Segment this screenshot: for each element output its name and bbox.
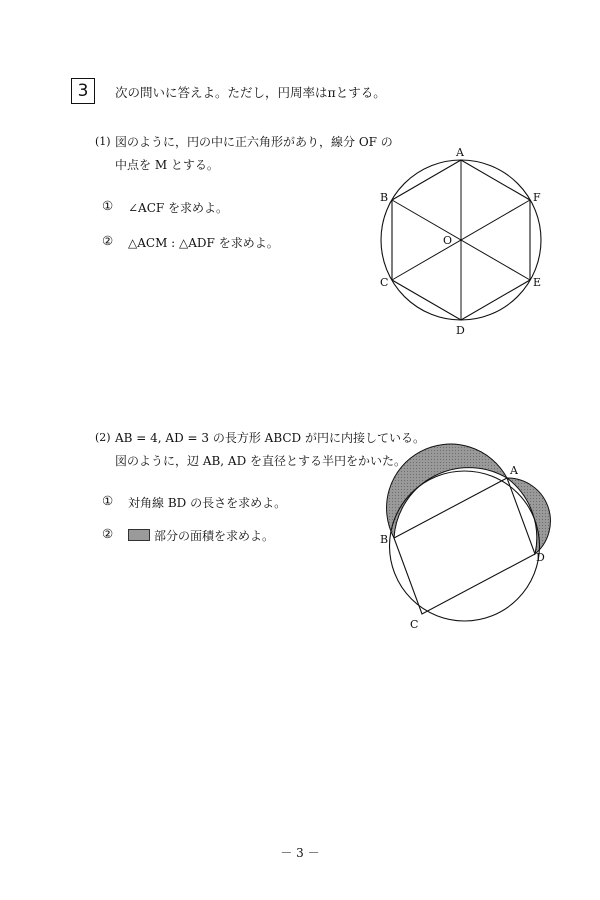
label-c: C [410, 618, 419, 630]
part1-sub1-marker: ① [102, 198, 114, 213]
part2-text-line2: 図のように，辺 AB, AD を直径とする半円をかいた。 [115, 454, 407, 468]
part1-sub2-marker: ② [102, 233, 114, 248]
label-o: O [443, 234, 453, 247]
label-a: A [510, 464, 518, 477]
label-c: C [380, 276, 389, 289]
part2-marker: (2) [95, 431, 111, 444]
label-f: F [533, 191, 541, 204]
part2-sub1-text: 対角線 BD の長さを求めよ。 [128, 496, 287, 510]
part1-sub1-text: ∠ACF を求めよ。 [128, 201, 229, 215]
question-intro: 次の問いに答えよ。ただし，円周率はπとする。 [115, 85, 386, 100]
part2-sub1-marker: ① [102, 493, 114, 508]
page-number: － 3 － [280, 846, 320, 860]
shaded-region-legend [128, 529, 150, 541]
part2-text-line1: AB = 4, AD = 3 の長方形 ABCD が円に内接している。 [115, 431, 425, 445]
label-b: B [380, 191, 389, 204]
part2-sub2-marker: ② [102, 526, 114, 541]
label-a: A [456, 146, 464, 159]
part1-text-line1: 図のように，円の中に正六角形があり，線分 OF の [115, 135, 393, 149]
part2-sub2-text: 部分の面積を求めよ。 [154, 529, 275, 543]
part1-sub2-text: △ACM : △ADF を求めよ。 [128, 236, 279, 250]
label-d: D [536, 551, 545, 564]
part1-text-line2: 中点を M とする。 [115, 158, 219, 172]
label-b: B [380, 533, 389, 546]
shaded-lune-ab [387, 444, 507, 538]
part1-marker: (1) [95, 135, 111, 148]
hexagon-figure [370, 145, 560, 340]
rectangle-abcd [394, 478, 535, 614]
label-d: D [456, 324, 465, 337]
label-e: E [533, 276, 542, 289]
rectangle-semicircle-figure [370, 440, 570, 630]
question-number-box: 3 [71, 78, 95, 104]
part2-sub2-line [128, 527, 274, 544]
